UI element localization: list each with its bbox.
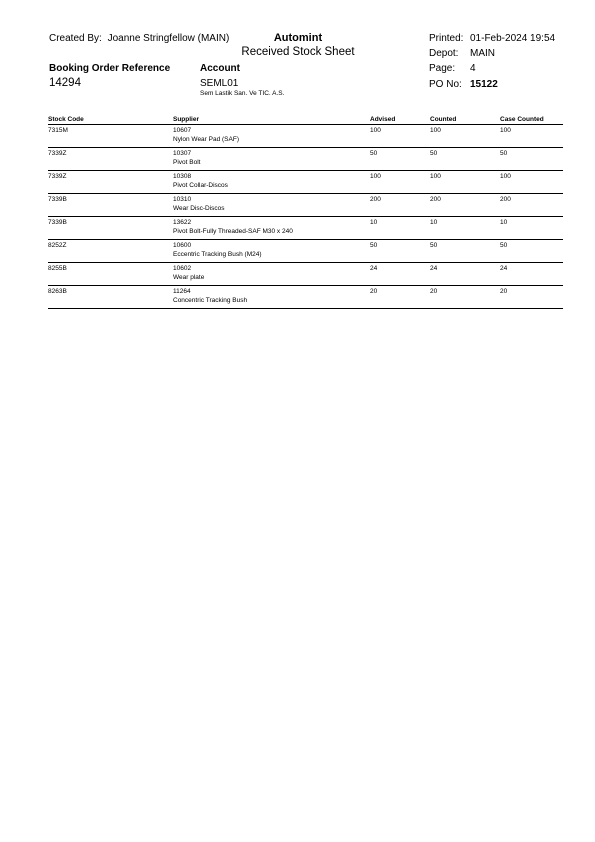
stock-code-cell: 8252Z [48,240,173,263]
item-description: Pivot Bolt [173,158,201,166]
item-description: Pivot Collar-Discos [173,181,228,189]
counted-cell: 10 [430,217,500,240]
created-by-value: Joanne Stringfellow (MAIN) [107,33,230,44]
supplier-cell [173,263,370,286]
account-label: Account [200,63,240,74]
supplier-code: 11264 [173,288,191,295]
po-label: PO No: [429,79,462,90]
item-description: Eccentric Tracking Bush (M24) [173,250,262,258]
stock-code-cell: 8263B [48,286,173,309]
counted-cell: 20 [430,286,500,309]
col-case-counted: Case Counted [500,114,563,125]
table-row [48,217,563,240]
counted-cell: 100 [430,125,500,148]
supplier-cell [173,194,370,217]
stock-code-cell: 8255B [48,263,173,286]
advised-cell: 200 [370,194,430,217]
depot-value: MAIN [470,48,495,59]
col-counted: Counted [430,114,500,125]
stock-code-cell: 7315M [48,125,173,148]
table-row [48,171,563,194]
supplier-code: 10310 [173,196,192,203]
supplier-code: 10600 [173,242,192,249]
supplier-code: 10307 [173,150,192,157]
item-description: Concentric Tracking Bush [173,296,248,304]
advised-cell: 24 [370,263,430,286]
booking-ref-label: Booking Order Reference [49,63,171,74]
depot-label: Depot: [429,48,459,59]
company-name: Automint [273,32,323,44]
case-counted-cell: 20 [500,286,563,309]
sheet-title: Received Stock Sheet [241,46,355,58]
advised-cell: 20 [370,286,430,309]
advised-cell: 50 [370,240,430,263]
table-row [48,194,563,217]
supplier-code: 10602 [173,265,192,272]
supplier-cell [173,286,370,309]
case-counted-cell: 24 [500,263,563,286]
booking-ref-value: 14294 [49,77,81,89]
table-row [48,263,563,286]
counted-cell: 50 [430,240,500,263]
table-row [48,148,563,171]
case-counted-cell: 50 [500,148,563,171]
account-value: SEML01 [200,78,239,89]
col-supplier: Supplier [173,114,370,125]
item-description: Nylon Wear Pad (SAF) [173,135,239,143]
table-row [48,240,563,263]
page-label: Page: [429,63,456,74]
supplier-cell [173,240,370,263]
advised-cell: 100 [370,125,430,148]
supplier-code: 10308 [173,173,192,180]
supplier-code: 10607 [173,127,192,134]
advised-cell: 10 [370,217,430,240]
stock-code-cell: 7339B [48,194,173,217]
printed-label: Printed: [429,33,464,44]
page-value: 4 [470,63,476,74]
case-counted-cell: 200 [500,194,563,217]
case-counted-cell: 100 [500,125,563,148]
table-header-row [48,114,563,125]
item-description: Wear Disc-Discos [173,204,225,212]
account-name: Sem Lastik San. Ve TIC. A.S. [200,90,285,97]
counted-cell: 24 [430,263,500,286]
col-stock-code: Stock Code [48,114,173,125]
item-description: Pivot Bolt-Fully Threaded-SAF M30 x 240 [173,227,293,235]
supplier-code: 13622 [173,219,192,226]
po-value: 15122 [470,79,498,90]
table-row [48,125,563,148]
stock-code-cell: 7339Z [48,171,173,194]
created-by-label: Created By: [49,33,102,44]
supplier-cell [173,148,370,171]
table-row [48,286,563,309]
col-advised: Advised [370,114,430,125]
stock-code-cell: 7339Z [48,148,173,171]
counted-cell: 50 [430,148,500,171]
case-counted-cell: 10 [500,217,563,240]
item-description: Wear plate [173,273,205,281]
advised-cell: 100 [370,171,430,194]
supplier-cell [173,125,370,148]
advised-cell: 50 [370,148,430,171]
stock-code-cell: 7339B [48,217,173,240]
stock-table [48,114,563,309]
counted-cell: 200 [430,194,500,217]
supplier-cell [173,171,370,194]
supplier-cell [173,217,370,240]
case-counted-cell: 50 [500,240,563,263]
printed-value: 01-Feb-2024 19:54 [470,33,556,44]
case-counted-cell: 100 [500,171,563,194]
counted-cell: 100 [430,171,500,194]
